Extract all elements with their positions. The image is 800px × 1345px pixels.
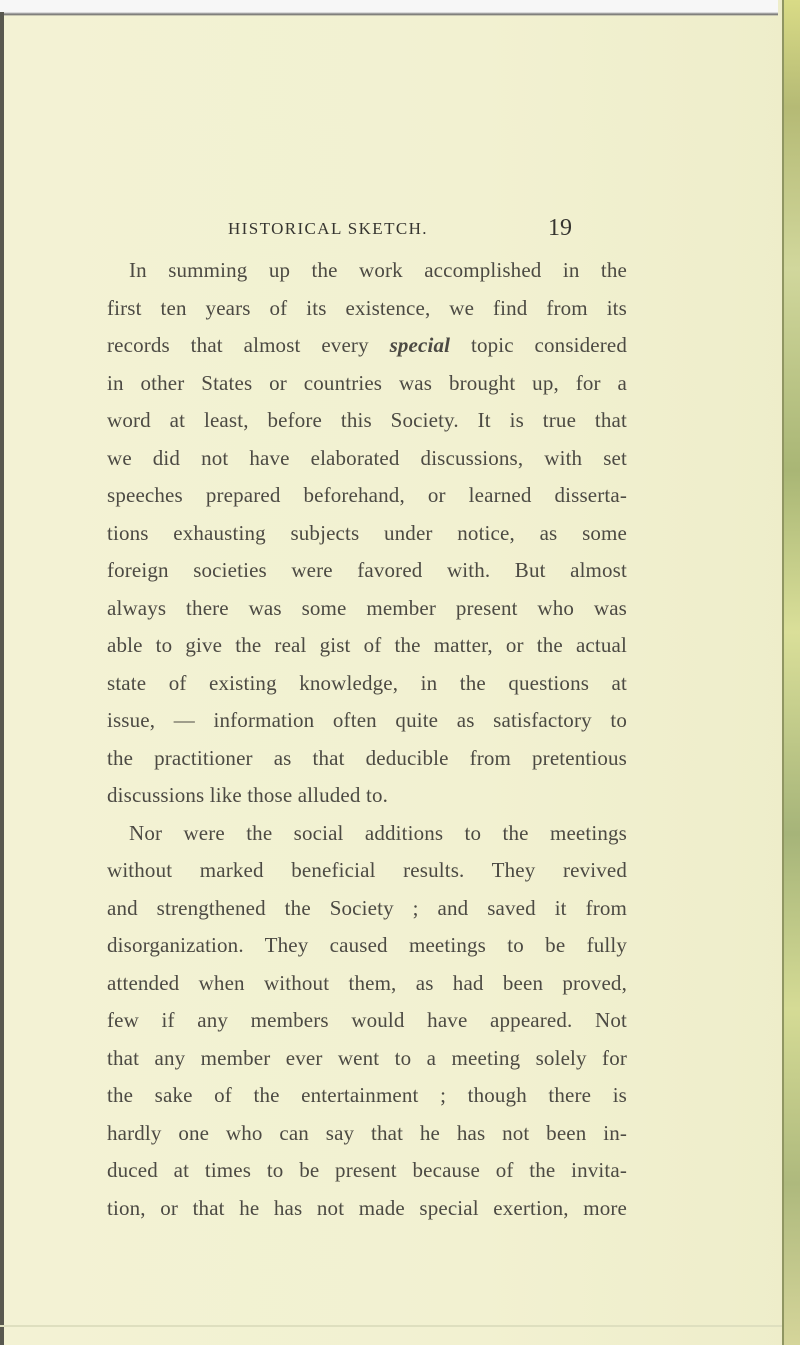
text-line: attended when without them, as had been proved, [107,970,627,995]
page-number: 19 [548,215,572,241]
text-line: duced at times to be present because of the invita- [107,1158,627,1182]
text-line: In summing up the work accomplished in the [129,258,627,282]
text-line: tion, or that he has not made special exertion, more [107,1195,627,1220]
top-scan-shadow [0,0,778,16]
text-line: Nor were the social additions to the meetings [129,820,627,845]
text-line: foreign societies were favored with. But almost [107,558,627,582]
text-line: tions exhausting subjects under notice, as some [107,520,627,545]
text-fragment: topic considered [470,333,627,357]
running-head: HISTORICAL SKETCH. [228,219,428,238]
text-line: issue, — information often quite as satisfactory to [107,708,627,732]
body-text [107,252,627,1227]
page-header [228,214,572,244]
text-line: few if any members would have appeared. Not [107,1008,627,1032]
text-line: first ten years of its existence, we find from its [107,295,627,320]
left-page-edge [0,12,4,1345]
text-line: discussions like those alluded to. [107,783,388,807]
text-line: always there was some member present who was [107,595,627,620]
emphasized-word: special [389,333,451,357]
text-line: hardly one who can say that he has not been in- [107,1120,627,1145]
text-line: state of existing knowledge, in the questions at [107,670,627,695]
text-line: the practitioner as that deducible from pretentious [107,745,627,770]
text-line: and strengthened the Society ; and saved it from [107,895,627,920]
text-fragment: records that almost every [107,333,369,357]
text-line: word at least, before this Society. It is true that [107,408,627,432]
text-line: speeches prepared beforehand, or learned disserta- [107,483,627,507]
text-line: we did not have elaborated discussions, with set [107,445,627,470]
text-line: disorganization. They caused meetings to be fully [107,933,627,957]
text-line-with-emphasis [107,327,627,365]
right-page-edge [782,0,800,1345]
bottom-page-ruling [0,1325,782,1327]
text-line: without marked beneficial results. They revived [107,858,627,882]
text-line: that any member ever went to a meeting solely for [107,1045,627,1070]
text-line: able to give the real gist of the matter, or the actual [107,633,627,657]
text-line: in other States or countries was brought up, for a [107,370,627,395]
text-line: the sake of the entertainment ; though there is [107,1083,627,1107]
